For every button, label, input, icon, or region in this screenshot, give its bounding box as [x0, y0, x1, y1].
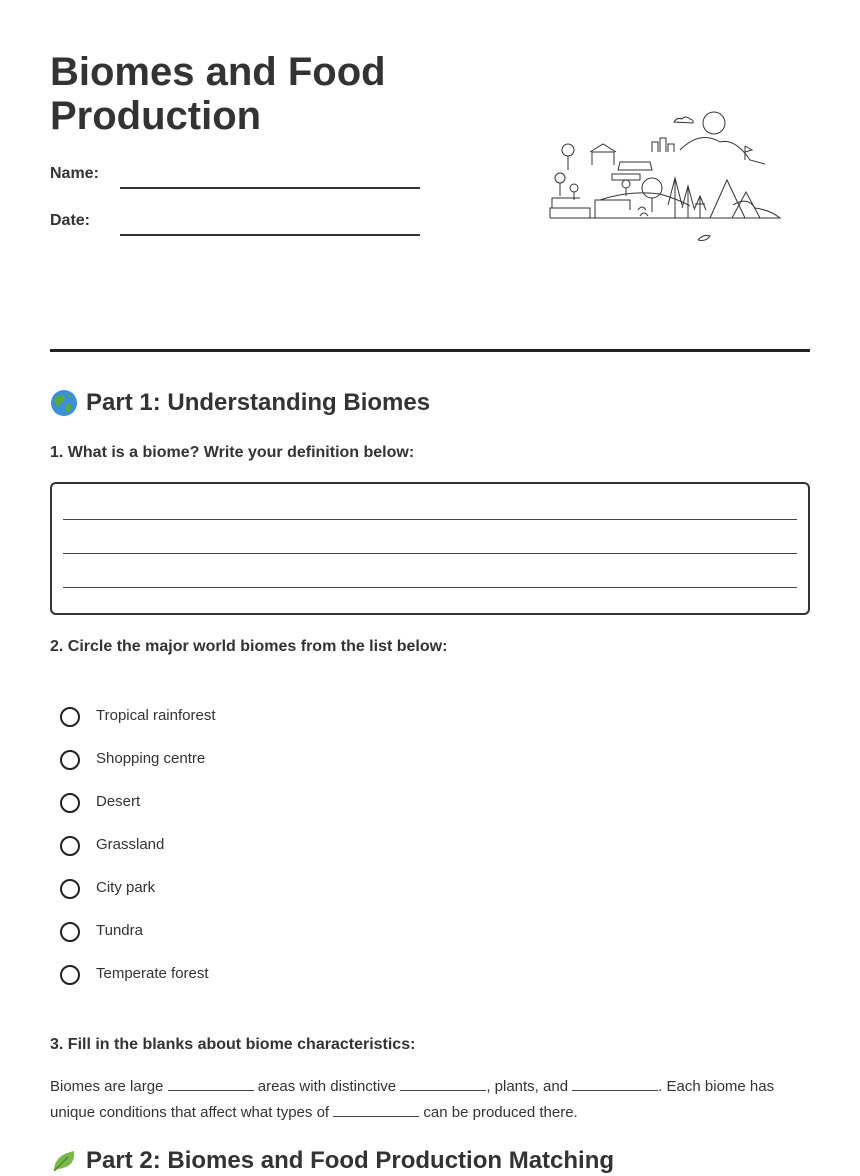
- option-shopping-centre[interactable]: [60, 745, 205, 771]
- blank-field[interactable]: [572, 1075, 658, 1091]
- part1-heading: [50, 388, 430, 418]
- option-label: Tundra: [96, 921, 143, 939]
- circle-marker[interactable]: [60, 750, 80, 770]
- fill-text: , plants, and: [486, 1078, 569, 1095]
- option-tundra[interactable]: [60, 917, 143, 943]
- question-2: 2. Circle the major world biomes from the list below:: [50, 638, 448, 655]
- option-temperate-forest[interactable]: [60, 960, 209, 986]
- circle-marker[interactable]: [60, 965, 80, 985]
- section-divider: [50, 349, 810, 352]
- name-field[interactable]: [120, 187, 420, 189]
- definition-answer-box[interactable]: [50, 482, 810, 615]
- name-label: Name:: [50, 165, 99, 182]
- fill-in-paragraph: [50, 1074, 810, 1126]
- question-1: 1. What is a biome? Write your definition below:: [50, 444, 415, 461]
- answer-line: [63, 553, 797, 554]
- circle-marker[interactable]: [60, 836, 80, 856]
- circle-marker[interactable]: [60, 879, 80, 899]
- landscape-illustration: [540, 100, 800, 245]
- fill-text: can be produced there.: [423, 1104, 578, 1121]
- option-label: Shopping centre: [96, 749, 206, 767]
- option-label: Desert: [96, 792, 141, 810]
- blank-field[interactable]: [400, 1075, 486, 1091]
- circle-marker[interactable]: [60, 793, 80, 813]
- question-3: 3. Fill in the blanks about biome characteristics:: [50, 1036, 416, 1053]
- circle-marker[interactable]: [60, 922, 80, 942]
- date-label: Date:: [50, 212, 91, 229]
- blank-field[interactable]: [333, 1101, 419, 1117]
- option-label: Grassland: [96, 835, 165, 853]
- fill-text: Biomes are large: [50, 1078, 164, 1095]
- part2-heading-text: Part 2: Biomes and Food Production Matching: [86, 1147, 615, 1174]
- blank-field[interactable]: [168, 1075, 254, 1091]
- answer-line: [63, 587, 797, 588]
- date-field[interactable]: [120, 234, 420, 236]
- part1-heading-text: Part 1: Understanding Biomes: [86, 389, 431, 416]
- option-label: Temperate forest: [96, 964, 209, 982]
- circle-marker[interactable]: [60, 707, 80, 727]
- option-label: Tropical rainforest: [96, 706, 216, 724]
- page-title: Biomes and Food Production: [50, 50, 386, 138]
- option-label: City park: [96, 878, 156, 896]
- globe-icon: [50, 389, 78, 417]
- part2-heading: [50, 1146, 614, 1176]
- fill-text: areas with distinctive: [257, 1078, 397, 1095]
- answer-line: [63, 519, 797, 520]
- option-grassland[interactable]: [60, 831, 164, 857]
- option-desert[interactable]: [60, 788, 140, 814]
- leaf-icon: [50, 1147, 78, 1175]
- fill-text: . Each biome has unique conditions that affect what types of: [50, 1078, 775, 1121]
- option-city-park[interactable]: [60, 874, 155, 900]
- option-tropical-rainforest[interactable]: [60, 702, 216, 728]
